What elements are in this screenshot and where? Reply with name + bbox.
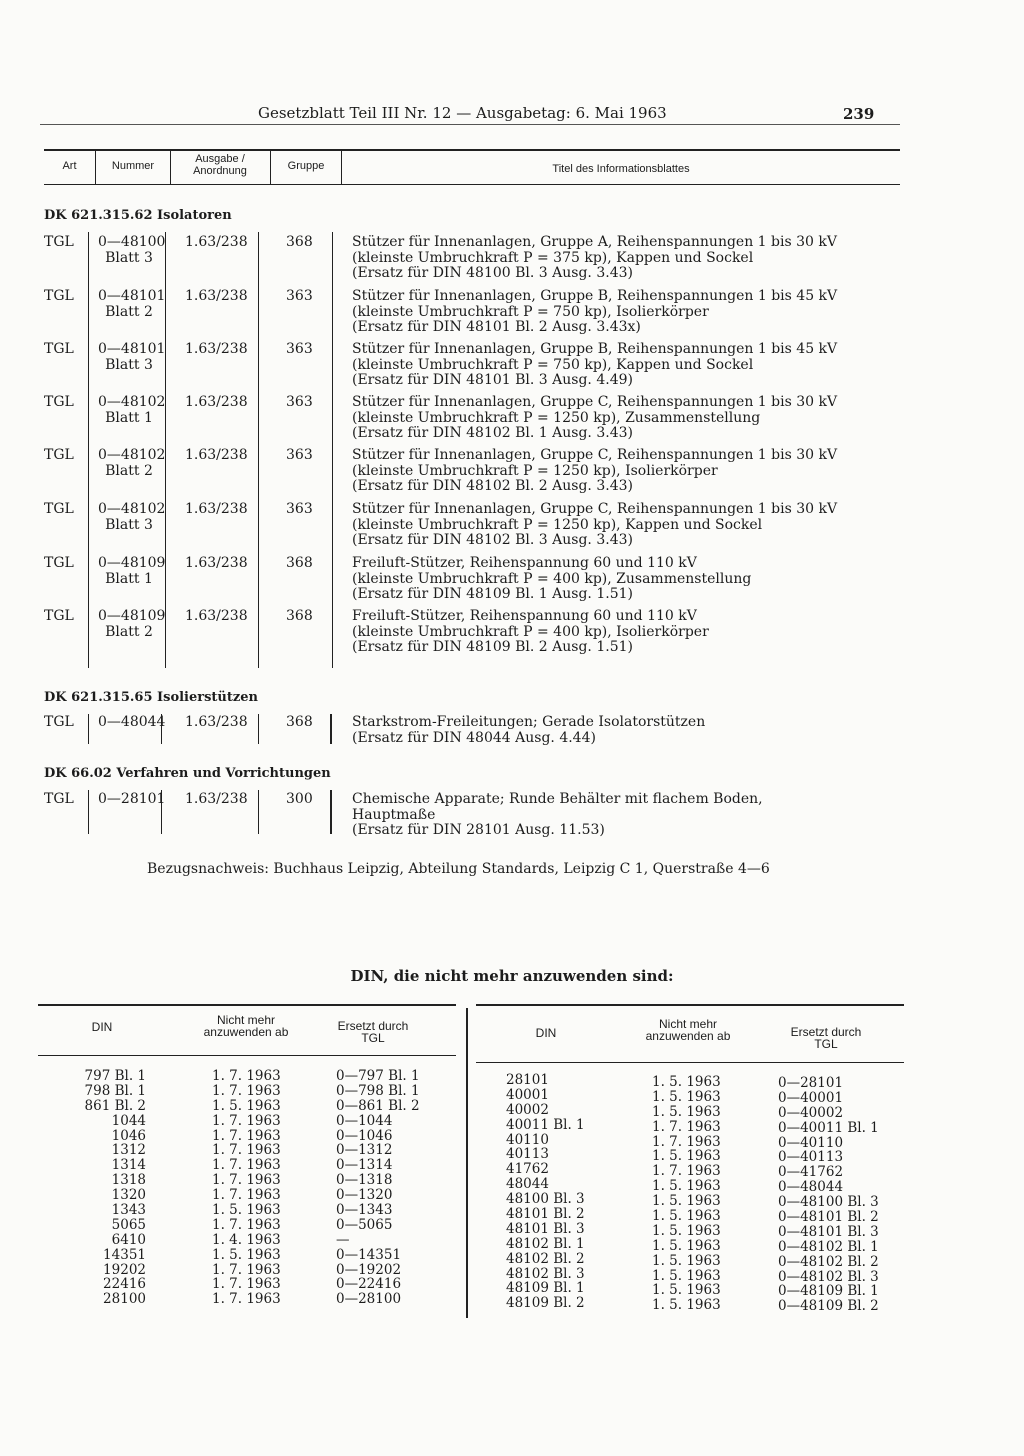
din-left-date-column xyxy=(212,1069,281,1307)
din-table-cell: 1. 5. 1963 xyxy=(212,1097,281,1114)
entry-nummer: 0—48101 xyxy=(98,288,166,304)
din-table-cell: — xyxy=(336,1231,350,1248)
din-table-cell: 5065 xyxy=(111,1216,146,1233)
din-table-cell: 6410 xyxy=(111,1231,146,1248)
entry-title-line: Hauptmaße xyxy=(352,806,436,823)
din-left-din-column xyxy=(40,1069,146,1307)
list-item xyxy=(0,395,1024,449)
din-right-header-nicht-mehr: Nicht mehr anzuwenden ab xyxy=(645,1017,731,1043)
entry-title-line: Starkstrom-Freileitungen; Gerade Isolatorstützen xyxy=(352,714,706,730)
entry-title-line: (Ersatz für DIN 48101 Bl. 3 Ausg. 4.49) xyxy=(352,372,633,388)
entry-nummer: 0—48102 xyxy=(98,501,166,517)
din-table-cell: 0—22416 xyxy=(336,1276,402,1293)
entry-nummer: 0—28101 xyxy=(98,791,166,807)
din-table-cell: 1. 5. 1963 xyxy=(652,1178,721,1195)
list-item xyxy=(0,792,1024,846)
din-left-header-nicht-mehr: Nicht mehr anzuwenden ab xyxy=(203,1013,289,1039)
entry-title-line: (Ersatz für DIN 48102 Bl. 2 Ausg. 3.43) xyxy=(352,478,633,494)
entry-title-line: (Ersatz für DIN 48102 Bl. 3 Ausg. 3.43) xyxy=(352,532,633,548)
din-table-cell: 40002 xyxy=(506,1101,549,1118)
din-table-cell: 0—798 Bl. 1 xyxy=(336,1082,420,1099)
din-table-cell: 1320 xyxy=(111,1187,146,1204)
din-table-cell: 48109 Bl. 1 xyxy=(506,1280,585,1297)
table-header-top-rule xyxy=(44,149,900,151)
entry-title-line: Stützer für Innenanlagen, Gruppe C, Reihenspannungen 1 bis 30 kV xyxy=(352,394,838,410)
list-item xyxy=(0,289,1024,343)
din-table-cell: 0—861 Bl. 2 xyxy=(336,1097,420,1114)
din-table-cell: 22416 xyxy=(103,1276,146,1293)
din-table-cell: 0—1312 xyxy=(336,1142,393,1159)
din-table-cell: 0—28101 xyxy=(778,1075,844,1091)
entry-title-line: (Ersatz für DIN 48102 Bl. 1 Ausg. 3.43) xyxy=(352,425,633,441)
entry-ausgabe: 1.63/238 xyxy=(185,341,248,357)
din-table-cell: 1. 4. 1963 xyxy=(212,1231,281,1248)
din-left-header-din: DIN xyxy=(91,1020,113,1034)
din-table-cell: 0—1314 xyxy=(336,1157,393,1174)
din-table-cell: 1. 7. 1963 xyxy=(212,1261,281,1278)
din-table-cell: 48101 Bl. 2 xyxy=(506,1206,585,1223)
entry-title-line: (kleinste Umbruchkraft P = 400 kp), Isolierkörper xyxy=(352,623,709,640)
din-table-cell: 41762 xyxy=(506,1161,549,1178)
entry-title-line: (kleinste Umbruchkraft P = 400 kp), Zusammenstellung xyxy=(352,570,752,587)
entry-title-line: Stützer für Innenanlagen, Gruppe C, Reihenspannungen 1 bis 30 kV xyxy=(352,447,838,463)
section-heading: DK 66.02 Verfahren und Vorrichtungen xyxy=(44,766,331,781)
din-table-cell: 48102 Bl. 3 xyxy=(506,1265,585,1282)
entry-blatt: Blatt 3 xyxy=(105,516,153,533)
din-section-title: DIN, die nicht mehr anzuwenden sind: xyxy=(350,967,674,985)
din-table-cell: 1. 7. 1963 xyxy=(212,1187,281,1204)
entry-nummer: 0—48101 xyxy=(98,341,166,357)
din-table-top-rule xyxy=(476,1004,904,1006)
din-table-cell: 1. 5. 1963 xyxy=(652,1193,721,1210)
din-table-cell: 0—1046 xyxy=(336,1127,393,1144)
entry-title-line: Freiluft-Stützer, Reihenspannung 60 und 110 kV xyxy=(352,555,697,571)
entry-title-line: Stützer für Innenanlagen, Gruppe C, Reihenspannungen 1 bis 30 kV xyxy=(352,501,838,517)
entry-nummer: 0—48109 xyxy=(98,608,166,624)
din-table-cell: 0—41762 xyxy=(778,1164,844,1181)
entry-title-line: (Ersatz für DIN 48109 Bl. 2 Ausg. 1.51) xyxy=(352,639,633,655)
entry-art: TGL xyxy=(44,714,74,730)
column-header-art: Art xyxy=(62,160,77,172)
din-table-header-rule xyxy=(476,1062,904,1063)
din-table-cell: 1. 5. 1963 xyxy=(212,1246,281,1263)
entry-gruppe: 368 xyxy=(286,608,313,624)
din-table-cell: 28100 xyxy=(103,1291,146,1308)
din-table-cell: 0—48102 Bl. 3 xyxy=(778,1268,879,1285)
din-left-tgl-column xyxy=(336,1069,420,1307)
section-heading: DK 621.315.62 Isolatoren xyxy=(44,208,232,223)
din-table-cell: 0—48109 Bl. 1 xyxy=(778,1283,879,1300)
din-table-cell: 40113 xyxy=(506,1146,549,1163)
din-table-cell: 1. 5. 1963 xyxy=(652,1297,721,1314)
entry-title-line: (kleinste Umbruchkraft P = 375 kp), Kappen und Sockel xyxy=(352,249,754,266)
din-table-cell: 0—19202 xyxy=(336,1261,402,1278)
entry-title-line: (Ersatz für DIN 48101 Bl. 2 Ausg. 3.43x) xyxy=(352,319,641,335)
entry-art: TGL xyxy=(44,555,74,571)
entry-art: TGL xyxy=(44,501,74,517)
din-table-cell: 1. 7. 1963 xyxy=(212,1142,281,1159)
din-table-cell: 0—40113 xyxy=(778,1149,844,1166)
din-table-cell: 1. 7. 1963 xyxy=(652,1163,721,1180)
entry-ausgabe: 1.63/238 xyxy=(185,447,248,463)
entry-gruppe: 363 xyxy=(286,394,313,410)
din-table-cell: 1. 7. 1963 xyxy=(212,1216,281,1233)
entry-ausgabe: 1.63/238 xyxy=(185,608,248,624)
entry-blatt: Blatt 2 xyxy=(105,303,153,320)
din-table-divider xyxy=(466,1008,468,1318)
entry-gruppe: 363 xyxy=(286,501,313,517)
din-table-cell: 1. 5. 1963 xyxy=(652,1222,721,1239)
din-table-cell: 861 Bl. 2 xyxy=(84,1097,146,1114)
bezugsnachweis: Bezugsnachweis: Buchhaus Leipzig, Abteilung Standards, Leipzig C 1, Querstraße 4—6 xyxy=(147,861,770,877)
list-item xyxy=(0,235,1024,289)
column-header-nummer: Nummer xyxy=(111,160,155,172)
entry-title-line: (kleinste Umbruchkraft P = 1250 kp), Kappen und Sockel xyxy=(352,516,763,533)
entry-ausgabe: 1.63/238 xyxy=(185,714,248,730)
din-table-cell: 1. 5. 1963 xyxy=(652,1088,721,1105)
entry-nummer: 0—48102 xyxy=(98,447,166,463)
entry-nummer: 0—48109 xyxy=(98,555,166,571)
din-table-cell: 0—1318 xyxy=(336,1172,393,1189)
din-table-cell: 0—48109 Bl. 2 xyxy=(778,1298,879,1315)
din-table-cell: 1. 7. 1963 xyxy=(652,1118,721,1135)
section-heading: DK 621.315.65 Isolierstützen xyxy=(44,690,258,705)
entry-title-line: (Ersatz für DIN 48044 Ausg. 4.44) xyxy=(352,729,596,746)
din-right-date-column xyxy=(652,1075,721,1313)
din-table-cell: 1. 7. 1963 xyxy=(212,1172,281,1189)
list-item xyxy=(0,715,1024,769)
din-table-cell: 1312 xyxy=(111,1142,146,1159)
din-table-cell: 48100 Bl. 3 xyxy=(506,1191,585,1208)
entry-title-line: (kleinste Umbruchkraft P = 750 kp), Isolierkörper xyxy=(352,303,709,320)
entry-gruppe: 363 xyxy=(286,447,313,463)
entry-title-line: Freiluft-Stützer, Reihenspannung 60 und 110 kV xyxy=(352,608,697,624)
column-header-ausgabe: Ausgabe / Anordnung xyxy=(193,153,247,177)
entry-gruppe: 363 xyxy=(286,288,313,304)
din-table-cell: 1. 7. 1963 xyxy=(212,1112,281,1129)
entry-blatt: Blatt 3 xyxy=(105,249,153,266)
din-table-cell: 1. 5. 1963 xyxy=(652,1148,721,1165)
din-table-cell: 798 Bl. 1 xyxy=(84,1082,146,1099)
entry-gruppe: 368 xyxy=(286,714,313,730)
header-rule xyxy=(40,124,900,125)
din-table-cell: 0—48101 Bl. 2 xyxy=(778,1209,879,1226)
column-header-gruppe: Gruppe xyxy=(287,160,325,172)
din-table-cell: 1. 7. 1963 xyxy=(212,1157,281,1174)
din-table-cell: 1044 xyxy=(111,1112,146,1129)
entry-art: TGL xyxy=(44,341,74,357)
list-item xyxy=(0,342,1024,396)
entry-blatt: Blatt 1 xyxy=(105,409,153,426)
entry-art: TGL xyxy=(44,608,74,624)
list-item xyxy=(0,502,1024,556)
entry-title-line: Stützer für Innenanlagen, Gruppe B, Reihenspannungen 1 bis 45 kV xyxy=(352,341,838,357)
entry-gruppe: 363 xyxy=(286,341,313,357)
entry-title-line: (Ersatz für DIN 28101 Ausg. 11.53) xyxy=(352,822,605,838)
din-table-cell: 0—40002 xyxy=(778,1104,844,1121)
din-right-din-column xyxy=(506,1073,585,1311)
entry-title-line: (kleinste Umbruchkraft P = 1250 kp), Isolierkörper xyxy=(352,462,718,479)
entry-ausgabe: 1.63/238 xyxy=(185,791,248,807)
din-table-cell: 0—1044 xyxy=(336,1112,393,1129)
din-table-cell: 48102 Bl. 1 xyxy=(506,1235,585,1252)
entry-blatt: Blatt 2 xyxy=(105,462,153,479)
entry-ausgabe: 1.63/238 xyxy=(185,234,248,250)
din-table-cell: 0—14351 xyxy=(336,1246,402,1263)
din-table-cell: 0—48102 Bl. 1 xyxy=(778,1238,879,1255)
din-table-top-rule xyxy=(38,1004,456,1006)
din-table-cell: 1. 7. 1963 xyxy=(212,1127,281,1144)
din-table-cell: 14351 xyxy=(103,1246,146,1263)
entry-title-line: Stützer für Innenanlagen, Gruppe A, Reihenspannungen 1 bis 30 kV xyxy=(352,234,837,250)
entry-blatt: Blatt 3 xyxy=(105,356,153,373)
entry-title-line: (kleinste Umbruchkraft P = 1250 kp), Zusammenstellung xyxy=(352,409,761,426)
din-table-cell: 797 Bl. 1 xyxy=(84,1068,146,1084)
din-table-cell: 0—40110 xyxy=(778,1134,844,1151)
din-table-cell: 1046 xyxy=(111,1127,146,1144)
header-divider xyxy=(170,150,171,184)
din-right-tgl-column xyxy=(778,1076,879,1314)
din-table-cell: 1318 xyxy=(111,1172,146,1189)
din-left-header-ersetzt: Ersetzt durch TGL xyxy=(337,1019,409,1045)
entry-art: TGL xyxy=(44,447,74,463)
entry-nummer: 0—48044 xyxy=(98,714,166,730)
din-table-cell: 0—48044 xyxy=(778,1179,844,1196)
din-table-cell: 1. 5. 1963 xyxy=(212,1202,281,1219)
din-right-header-ersetzt: Ersetzt durch TGL xyxy=(790,1025,862,1051)
table-header-bottom-rule xyxy=(44,184,900,185)
din-table-cell: 0—1343 xyxy=(336,1202,393,1219)
entry-ausgabe: 1.63/238 xyxy=(185,555,248,571)
list-item xyxy=(0,448,1024,502)
page-number: 239 xyxy=(843,105,875,123)
din-table-cell: 40110 xyxy=(506,1131,549,1148)
entry-nummer: 0—48102 xyxy=(98,394,166,410)
entry-art: TGL xyxy=(44,394,74,410)
din-table-cell: 0—48101 Bl. 3 xyxy=(778,1223,879,1240)
entry-title-line: (kleinste Umbruchkraft P = 750 kp), Kappen und Sockel xyxy=(352,356,754,373)
din-table-cell: 1343 xyxy=(111,1202,146,1219)
entry-blatt: Blatt 2 xyxy=(105,623,153,640)
din-table-cell: 1. 7. 1963 xyxy=(212,1276,281,1293)
din-table-cell: 0—5065 xyxy=(336,1216,393,1233)
entry-gruppe: 300 xyxy=(286,791,313,807)
din-table-cell: 0—28100 xyxy=(336,1291,402,1308)
din-table-cell: 40001 xyxy=(506,1086,549,1103)
page-header-title: Gesetzblatt Teil III Nr. 12 — Ausgabetag: 6. Mai 1963 xyxy=(258,104,667,122)
din-table-cell: 28101 xyxy=(506,1072,549,1088)
din-table-cell: 0—48100 Bl. 3 xyxy=(778,1194,879,1211)
list-item xyxy=(0,609,1024,663)
entry-art: TGL xyxy=(44,791,74,807)
din-table-cell: 1. 5. 1963 xyxy=(652,1103,721,1120)
column-header-titel: Titel des Informationsblattes xyxy=(552,163,690,175)
din-table-cell: 0—40001 xyxy=(778,1089,844,1106)
entry-ausgabe: 1.63/238 xyxy=(185,394,248,410)
din-table-cell: 1. 7. 1963 xyxy=(652,1133,721,1150)
din-table-cell: 48044 xyxy=(506,1176,549,1193)
din-table-cell: 1. 5. 1963 xyxy=(652,1282,721,1299)
entry-title-line: Chemische Apparate; Runde Behälter mit flachem Boden, xyxy=(352,791,763,807)
entry-nummer: 0—48100 xyxy=(98,234,166,250)
din-table-cell: 48109 Bl. 2 xyxy=(506,1295,585,1312)
entry-title-line: Stützer für Innenanlagen, Gruppe B, Reihenspannungen 1 bis 45 kV xyxy=(352,288,838,304)
din-table-cell: 1. 5. 1963 xyxy=(652,1074,721,1090)
entry-title-line: (Ersatz für DIN 48100 Bl. 3 Ausg. 3.43) xyxy=(352,265,633,281)
entry-art: TGL xyxy=(44,234,74,250)
din-table-cell: 1. 7. 1963 xyxy=(212,1068,281,1084)
din-table-cell: 1. 7. 1963 xyxy=(212,1291,281,1308)
entry-art: TGL xyxy=(44,288,74,304)
entry-ausgabe: 1.63/238 xyxy=(185,501,248,517)
din-right-header-din: DIN xyxy=(535,1026,557,1040)
din-table-cell: 40011 Bl. 1 xyxy=(506,1116,585,1133)
din-table-cell: 0—797 Bl. 1 xyxy=(336,1068,420,1084)
din-table-cell: 48102 Bl. 2 xyxy=(506,1250,585,1267)
din-table-cell: 1. 5. 1963 xyxy=(652,1252,721,1269)
din-table-cell: 0—48102 Bl. 2 xyxy=(778,1253,879,1270)
din-table-cell: 1. 5. 1963 xyxy=(652,1208,721,1225)
entry-title-line: (Ersatz für DIN 48109 Bl. 1 Ausg. 1.51) xyxy=(352,586,633,602)
list-item xyxy=(0,556,1024,610)
din-table-cell: 0—40011 Bl. 1 xyxy=(778,1119,879,1136)
din-table-cell: 19202 xyxy=(103,1261,146,1278)
din-table-cell: 48101 Bl. 3 xyxy=(506,1220,585,1237)
din-table-cell: 1. 5. 1963 xyxy=(652,1267,721,1284)
din-table-cell: 1. 5. 1963 xyxy=(652,1237,721,1254)
din-table-cell: 1314 xyxy=(111,1157,146,1174)
entry-blatt: Blatt 1 xyxy=(105,570,153,587)
entry-gruppe: 368 xyxy=(286,555,313,571)
din-table-header-rule xyxy=(38,1055,456,1056)
din-table-cell: 0—1320 xyxy=(336,1187,393,1204)
din-table-cell: 1. 7. 1963 xyxy=(212,1082,281,1099)
entry-gruppe: 368 xyxy=(286,234,313,250)
entry-ausgabe: 1.63/238 xyxy=(185,288,248,304)
